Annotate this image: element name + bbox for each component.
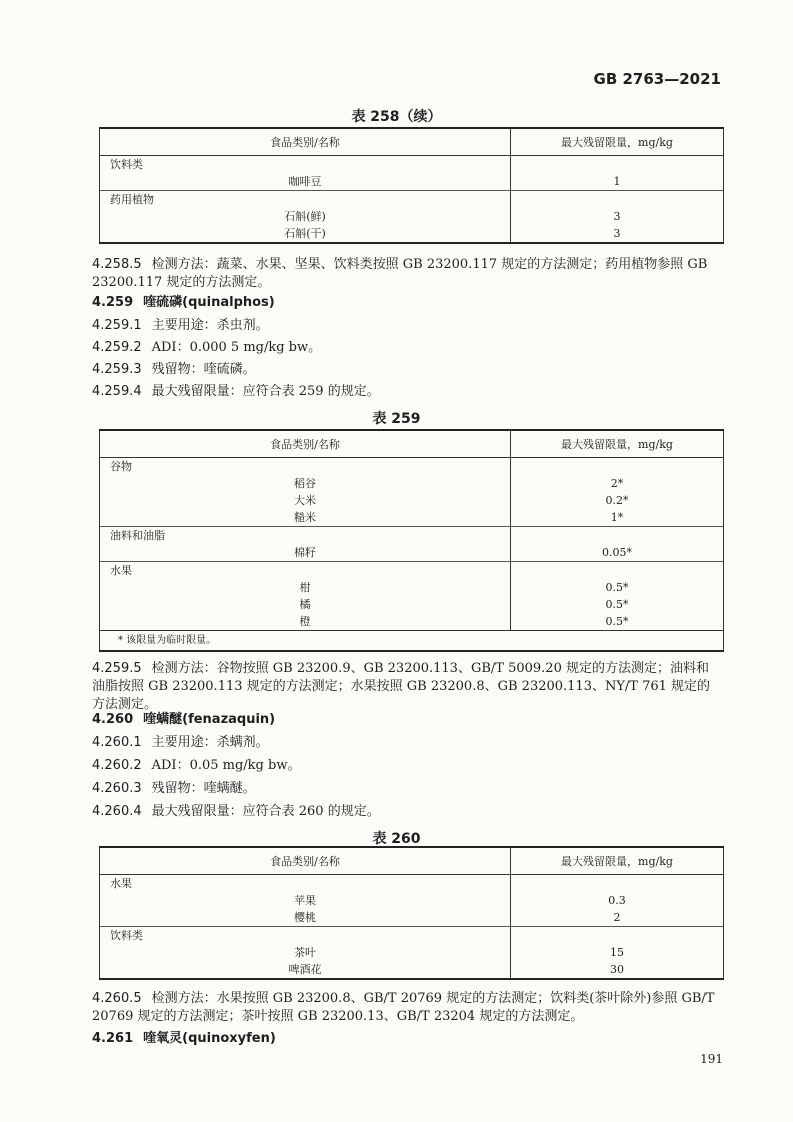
- section-title: 喹氧灵(quinoxyfen): [143, 1031, 276, 1046]
- table-row: [100, 458, 724, 476]
- table-row: [100, 944, 724, 961]
- clause-number: 4.259.5: [92, 661, 142, 676]
- col-header-food: 食品类别/名称: [100, 430, 511, 458]
- table-row: [100, 191, 724, 209]
- clause-number: 4.260.5: [92, 991, 142, 1006]
- clause-number: 4.260.1: [92, 735, 142, 750]
- table-note: * 该限量为临时限量。: [100, 631, 724, 652]
- clause-number: 4.259.3: [92, 362, 142, 377]
- table-259-title: 表 259: [372, 411, 421, 427]
- clause-text: ADI：0.000 5 mg/kg bw。: [151, 340, 322, 355]
- mrl-value-cell: 2: [511, 909, 724, 927]
- table-row: [100, 613, 724, 631]
- table-row: [100, 875, 724, 893]
- mrl-value-cell: 0.2*: [511, 492, 724, 509]
- table-260: [99, 846, 724, 980]
- heading-4-261: [92, 1030, 721, 1048]
- section-number: 4.259: [92, 295, 134, 310]
- table-row: [100, 579, 724, 596]
- clause-text: ADI：0.05 mg/kg bw。: [151, 758, 301, 773]
- table-row: [100, 208, 724, 225]
- table-row: [100, 509, 724, 527]
- clause-number: 4.259.1: [92, 318, 142, 333]
- para-4-259-4: [92, 383, 721, 401]
- food-name-cell: 咖啡豆: [100, 173, 511, 191]
- table-258-title: 表 258（续）: [351, 109, 442, 125]
- category-cell: 油料和油脂: [100, 527, 511, 545]
- table-header-row: [100, 430, 724, 458]
- col-header-mrl: 最大残留限量，mg/kg: [511, 430, 724, 458]
- food-name-cell: 大米: [100, 492, 511, 509]
- category-cell: 水果: [100, 875, 511, 893]
- clause-text: 检测方法：蔬菜、水果、坚果、饮料类按照 GB 23200.117 规定的方法测定；药用植物参照 GB 23200.117 规定的方法测定。: [92, 257, 708, 290]
- food-name-cell: 棉籽: [100, 544, 511, 562]
- section-number: 4.261: [92, 1031, 134, 1046]
- col-header-mrl: 最大残留限量，mg/kg: [511, 128, 724, 156]
- table-row: [100, 961, 724, 979]
- para-4-260-4: [92, 803, 721, 821]
- section-number: 4.260: [92, 712, 134, 727]
- food-name-cell: 樱桃: [100, 909, 511, 927]
- heading-4-259: [92, 294, 721, 312]
- table-row: [100, 475, 724, 492]
- table-row: [100, 156, 724, 174]
- category-cell: 药用植物: [100, 191, 511, 209]
- standard-number: GB 2763—2021: [593, 70, 721, 88]
- table-note-row: [100, 631, 724, 652]
- section-title: 喹螨醚(fenazaquin): [143, 712, 276, 727]
- food-name-cell: 橘: [100, 596, 511, 613]
- category-cell: 谷物: [100, 458, 511, 476]
- mrl-value-cell: 0.5*: [511, 596, 724, 613]
- table-header-row: [100, 847, 724, 875]
- para-4-259-1: [92, 317, 721, 335]
- mrl-value-cell: 0.5*: [511, 613, 724, 631]
- para-4-260-2: [92, 757, 721, 775]
- mrl-value-cell: 3: [511, 225, 724, 243]
- clause-text: 残留物：喹硫磷。: [151, 362, 256, 377]
- food-name-cell: 石斛(干): [100, 225, 511, 243]
- table-row: [100, 527, 724, 545]
- mrl-value-cell: 3: [511, 208, 724, 225]
- food-name-cell: 茶叶: [100, 944, 511, 961]
- mrl-value-cell: 15: [511, 944, 724, 961]
- para-4-259-2: [92, 339, 721, 357]
- food-name-cell: 啤酒花: [100, 961, 511, 979]
- category-cell: 饮料类: [100, 156, 511, 174]
- table-260-title: 表 260: [372, 831, 421, 847]
- mrl-value-cell: 2*: [511, 475, 724, 492]
- food-name-cell: 苹果: [100, 892, 511, 909]
- table-row: [100, 892, 724, 909]
- page-number: 191: [700, 1052, 723, 1066]
- table-row: [100, 225, 724, 243]
- category-cell: 饮料类: [100, 927, 511, 945]
- table-row: [100, 927, 724, 945]
- clause-text: 检测方法：水果按照 GB 23200.8、GB/T 20769 规定的方法测定；饮料类(茶叶除外)参照 GB/T 20769 规定的方法测定；茶叶按照 GB 23200.13、GB/T 23204 规定的方法测定。: [92, 991, 715, 1024]
- food-name-cell: 橙: [100, 613, 511, 631]
- table-row: [100, 173, 724, 191]
- clause-text: 主要用途：杀螨剂。: [151, 735, 269, 750]
- clause-text: 最大残留限量：应符合表 260 的规定。: [151, 804, 380, 819]
- mrl-value-cell: 1*: [511, 509, 724, 527]
- para-4-259-3: [92, 361, 721, 379]
- table-259: [99, 429, 724, 652]
- mrl-value-cell: 30: [511, 961, 724, 979]
- category-cell: 水果: [100, 562, 511, 580]
- mrl-value-cell: 0.3: [511, 892, 724, 909]
- para-4-260-1: [92, 734, 721, 752]
- col-header-food: 食品类别/名称: [100, 128, 511, 156]
- mrl-value-cell: 0.05*: [511, 544, 724, 562]
- clause-number: 4.259.2: [92, 340, 142, 355]
- clause-text: 检测方法：谷物按照 GB 23200.9、GB 23200.113、GB/T 5009.20 规定的方法测定；油料和油脂按照 GB 23200.113 规定的方法测定；水果按照 GB 23200.8、GB 23200.113、NY/T 761 规定的方法测定。: [92, 661, 711, 712]
- table-row: [100, 909, 724, 927]
- para-4-259-5: [92, 660, 721, 714]
- table-row: [100, 544, 724, 562]
- clause-text: 主要用途：杀虫剂。: [151, 318, 269, 333]
- mrl-value-cell: 1: [511, 173, 724, 191]
- para-4-258-5: [92, 256, 721, 292]
- table-header-row: [100, 128, 724, 156]
- food-name-cell: 柑: [100, 579, 511, 596]
- heading-4-260: [92, 711, 721, 729]
- table-258: [99, 127, 724, 244]
- clause-number: 4.260.4: [92, 804, 142, 819]
- clause-text: 残留物：喹螨醚。: [151, 781, 256, 796]
- para-4-260-5: [92, 990, 721, 1026]
- food-name-cell: 石斛(鲜): [100, 208, 511, 225]
- col-header-food: 食品类别/名称: [100, 847, 511, 875]
- col-header-mrl: 最大残留限量，mg/kg: [511, 847, 724, 875]
- food-name-cell: 糙米: [100, 509, 511, 527]
- clause-number: 4.259.4: [92, 384, 142, 399]
- section-title: 喹硫磷(quinalphos): [143, 295, 275, 310]
- table-row: [100, 492, 724, 509]
- table-row: [100, 562, 724, 580]
- clause-number: 4.260.3: [92, 781, 142, 796]
- table-row: [100, 596, 724, 613]
- mrl-value-cell: 0.5*: [511, 579, 724, 596]
- food-name-cell: 稻谷: [100, 475, 511, 492]
- clause-number: 4.258.5: [92, 257, 142, 272]
- para-4-260-3: [92, 780, 721, 798]
- clause-text: 最大残留限量：应符合表 259 的规定。: [151, 384, 380, 399]
- clause-number: 4.260.2: [92, 758, 142, 773]
